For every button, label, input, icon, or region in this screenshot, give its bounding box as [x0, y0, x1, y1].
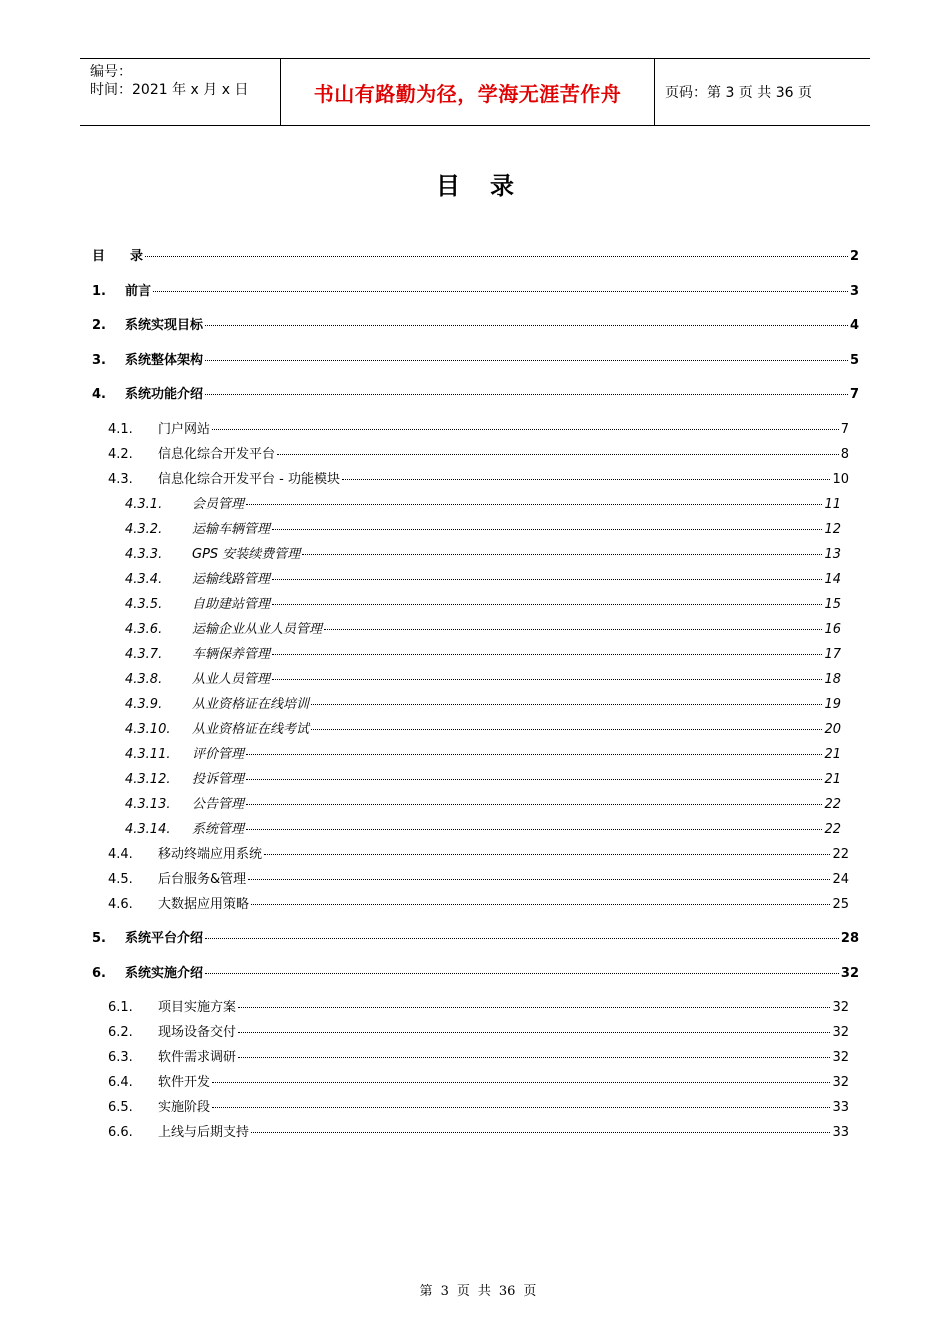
toc-entry-number: 6.1.: [108, 1000, 133, 1015]
toc-entry-title: GPS 安装续费管理: [192, 547, 301, 562]
footer-text: 页: [523, 1284, 537, 1299]
toc-entry-title: 门户网站: [158, 422, 211, 437]
toc-entry[interactable]: [92, 693, 841, 712]
toc-entry-number: 6.: [92, 966, 106, 981]
toc-entry-number: 1.: [92, 284, 106, 299]
toc-entry-page: 20: [824, 722, 841, 737]
toc-entry-page: 33: [832, 1125, 849, 1140]
toc-entry-page: 19: [824, 697, 841, 712]
toc-entry[interactable]: [92, 568, 841, 587]
toc-entry-page: 32: [840, 966, 859, 981]
toc-leader-dots: [272, 604, 822, 605]
toc-entry-number: 3.: [92, 353, 106, 368]
toc-entry[interactable]: [92, 843, 849, 862]
toc-entry[interactable]: [92, 618, 841, 637]
toc-entry-title: 软件需求调研: [158, 1050, 237, 1065]
toc-entry[interactable]: [92, 1071, 849, 1090]
toc-entry-number: 6.4.: [108, 1075, 133, 1090]
toc-leader-dots: [238, 1007, 830, 1008]
toc-entry[interactable]: [92, 818, 841, 837]
toc-entry[interactable]: [92, 743, 841, 762]
toc-leader-dots: [212, 1082, 830, 1083]
toc-entry-number: 目: [92, 249, 106, 264]
toc-entry[interactable]: [92, 1096, 849, 1115]
toc-entry-title: 前言: [125, 284, 152, 299]
toc-entry-title: 系统实施介绍: [125, 966, 204, 981]
toc-entry-page: 13: [824, 547, 841, 562]
toc-entry-title: 系统管理: [192, 822, 245, 837]
toc-entry-page: 21: [824, 772, 841, 787]
toc-leader-dots: [264, 854, 830, 855]
toc-entry-page: 28: [840, 931, 859, 946]
toc-leader-dots: [248, 879, 830, 880]
page-title: 目录: [436, 172, 544, 200]
toc-entry-page: 32: [832, 1075, 849, 1090]
toc-entry-title: 上线与后期支持: [158, 1125, 250, 1140]
toc-entry-page: 7: [840, 422, 849, 437]
toc-entry-page: 32: [832, 1050, 849, 1065]
toc-entry-number: 4.3.4.: [125, 572, 163, 587]
page-header: [80, 58, 870, 126]
toc-leader-dots: [205, 325, 848, 326]
toc-entry-page: 21: [824, 747, 841, 762]
toc-entry-number: 4.3.12.: [125, 772, 171, 787]
toc-leader-dots: [145, 256, 848, 257]
toc-entry-page: 2: [849, 249, 859, 264]
header-motto: 书山有路勤为径，学海无涯苦作舟: [281, 59, 655, 125]
toc-entry-title: 系统功能介绍: [125, 387, 204, 402]
toc-entry[interactable]: [92, 245, 859, 264]
toc-entry-title: 信息化综合开发平台: [158, 447, 276, 462]
toc-entry-number: 4.3.13.: [125, 797, 171, 812]
toc-entry-page: 18: [824, 672, 841, 687]
footer-text: 共: [477, 1284, 491, 1299]
toc-entry-number: 6.5.: [108, 1100, 133, 1115]
toc-entry-number: 2.: [92, 318, 106, 333]
toc-leader-dots: [311, 704, 822, 705]
footer-total-pages: 36: [498, 1284, 516, 1299]
toc-entry-page: 24: [832, 872, 849, 887]
toc-entry-page: 22: [824, 797, 841, 812]
footer-text: 页: [456, 1284, 470, 1299]
toc-entry-title: 大数据应用策略: [158, 897, 250, 912]
toc-entry-page: 17: [824, 647, 841, 662]
toc-entry[interactable]: [92, 927, 859, 946]
toc-entry-page: 32: [832, 1000, 849, 1015]
toc-entry-page: 22: [832, 847, 849, 862]
toc-entry-number: 6.6.: [108, 1125, 133, 1140]
toc-leader-dots: [246, 804, 822, 805]
toc-entry-title: 现场设备交付: [158, 1025, 237, 1040]
toc-leader-dots: [205, 394, 848, 395]
toc-leader-dots: [272, 529, 822, 530]
toc-leader-dots: [205, 360, 848, 361]
toc-entry-number: 4.3.1.: [125, 497, 163, 512]
toc-entry-page: 5: [849, 353, 859, 368]
toc-entry[interactable]: [92, 314, 859, 333]
toc-entry-title: 移动终端应用系统: [158, 847, 263, 862]
toc-leader-dots: [251, 1132, 830, 1133]
toc-entry[interactable]: [92, 593, 841, 612]
toc-leader-dots: [246, 754, 822, 755]
toc-entry-number: 4.6.: [108, 897, 133, 912]
toc-leader-dots: [212, 429, 839, 430]
toc-entry-page: 22: [824, 822, 841, 837]
toc-entry[interactable]: [92, 1021, 849, 1040]
toc-entry-title: 运输企业从业人员管理: [192, 622, 323, 637]
toc-entry[interactable]: [92, 718, 841, 737]
toc-entry-number: 6.2.: [108, 1025, 133, 1040]
toc-entry-title: 运输线路管理: [192, 572, 271, 587]
toc-entry[interactable]: [92, 443, 849, 462]
toc-entry-title: 录: [130, 249, 144, 264]
toc-entry-number: 4.: [92, 387, 106, 402]
toc-entry-page: 12: [824, 522, 841, 537]
toc-leader-dots: [311, 729, 822, 730]
toc-leader-dots: [246, 829, 822, 830]
toc-entry-title: 实施阶段: [158, 1100, 211, 1115]
toc-leader-dots: [272, 579, 822, 580]
toc-entry[interactable]: [92, 468, 849, 487]
toc-entry-number: 4.3.2.: [125, 522, 163, 537]
toc-entry-title: 系统平台介绍: [125, 931, 204, 946]
toc-entry-title: 会员管理: [192, 497, 245, 512]
toc-entry-page: 15: [824, 597, 841, 612]
toc-entry-page: 16: [824, 622, 841, 637]
toc-entry[interactable]: [92, 893, 849, 912]
document-date: 时间：2021 年 x 月 x 日: [90, 82, 249, 98]
toc-entry-number: 4.2.: [108, 447, 133, 462]
toc-entry-title: 车辆保养管理: [192, 647, 271, 662]
document-number-label: 编号：: [90, 64, 132, 80]
toc-entry-page: 7: [849, 387, 859, 402]
toc-entry[interactable]: [92, 543, 841, 562]
toc-leader-dots: [246, 504, 822, 505]
header-meta: [80, 59, 281, 125]
toc-leader-dots: [272, 679, 822, 680]
toc-leader-dots: [246, 779, 822, 780]
toc-entry-number: 4.3.10.: [125, 722, 171, 737]
toc-entry[interactable]: [92, 280, 859, 299]
toc-leader-dots: [302, 554, 822, 555]
toc-entry-title: 信息化综合开发平台 - 功能模块: [158, 472, 340, 487]
toc-entry-page: 3: [849, 284, 859, 299]
toc-entry-number: 4.3.14.: [125, 822, 171, 837]
toc-leader-dots: [324, 629, 822, 630]
toc-entry-number: 4.3.7.: [125, 647, 163, 662]
toc-leader-dots: [238, 1057, 830, 1058]
toc-entry[interactable]: [92, 1121, 849, 1140]
toc-entry[interactable]: [92, 793, 841, 812]
toc-entry-page: 10: [832, 472, 849, 487]
toc-entry-page: 14: [824, 572, 841, 587]
toc-entry-title: 从业资格证在线考试: [192, 722, 310, 737]
toc-entry-title: 投诉管理: [192, 772, 245, 787]
toc-entry-number: 4.3.: [108, 472, 133, 487]
toc-entry[interactable]: [92, 996, 849, 1015]
toc-leader-dots: [342, 479, 830, 480]
footer-page-number: 3: [440, 1284, 449, 1299]
toc-entry-title: 从业人员管理: [192, 672, 271, 687]
toc-entry[interactable]: [92, 868, 849, 887]
toc-entry-number: 6.3.: [108, 1050, 133, 1065]
toc-entry-number: 4.1.: [108, 422, 133, 437]
toc-entry-number: 4.4.: [108, 847, 133, 862]
toc-entry-number: 4.3.8.: [125, 672, 163, 687]
toc-entry-number: 5.: [92, 931, 106, 946]
toc-entry[interactable]: [92, 493, 841, 512]
toc-entry-page: 32: [832, 1025, 849, 1040]
toc-entry[interactable]: [92, 668, 841, 687]
toc-entry-page: 4: [849, 318, 859, 333]
toc-entry[interactable]: [92, 643, 841, 662]
toc-leader-dots: [277, 454, 839, 455]
toc-entry-title: 从业资格证在线培训: [192, 697, 310, 712]
toc-entry-number: 4.3.6.: [125, 622, 163, 637]
toc-entry-page: 33: [832, 1100, 849, 1115]
toc-leader-dots: [272, 654, 822, 655]
toc-entry-title: 系统整体架构: [125, 353, 204, 368]
toc-entry-title: 运输车辆管理: [192, 522, 271, 537]
toc-entry-number: 4.3.11.: [125, 747, 171, 762]
toc-entry[interactable]: [92, 518, 841, 537]
toc-leader-dots: [205, 973, 839, 974]
toc-entry[interactable]: [92, 383, 859, 402]
toc-entry-title: 公告管理: [192, 797, 245, 812]
toc-entry-number: 4.5.: [108, 872, 133, 887]
toc-entry[interactable]: [92, 962, 859, 981]
toc-entry-title: 软件开发: [158, 1075, 211, 1090]
toc-leader-dots: [153, 291, 848, 292]
toc-entry-title: 系统实现目标: [125, 318, 204, 333]
toc-entry[interactable]: [92, 418, 849, 437]
toc-entry[interactable]: [92, 349, 859, 368]
toc-entry-title: 自助建站管理: [192, 597, 271, 612]
footer-text: 第: [419, 1284, 433, 1299]
toc-entry-page: 8: [840, 447, 849, 462]
toc-leader-dots: [238, 1032, 830, 1033]
toc-entry-number: 4.3.5.: [125, 597, 163, 612]
toc-entry-title: 评价管理: [192, 747, 245, 762]
toc-entry[interactable]: [92, 768, 841, 787]
toc-leader-dots: [205, 938, 839, 939]
header-page-info: 页码：第 3 页 共 36 页: [665, 85, 812, 101]
toc-entry-number: 4.3.3.: [125, 547, 163, 562]
toc-entry-number: 4.3.9.: [125, 697, 163, 712]
page-footer: [0, 1280, 950, 1299]
toc-leader-dots: [251, 904, 830, 905]
toc-entry-title: 项目实施方案: [158, 1000, 237, 1015]
toc-entry-page: 11: [824, 497, 841, 512]
toc-entry-title: 后台服务&管理: [158, 872, 247, 887]
toc-leader-dots: [212, 1107, 830, 1108]
toc-entry-page: 25: [832, 897, 849, 912]
toc-entry[interactable]: [92, 1046, 849, 1065]
